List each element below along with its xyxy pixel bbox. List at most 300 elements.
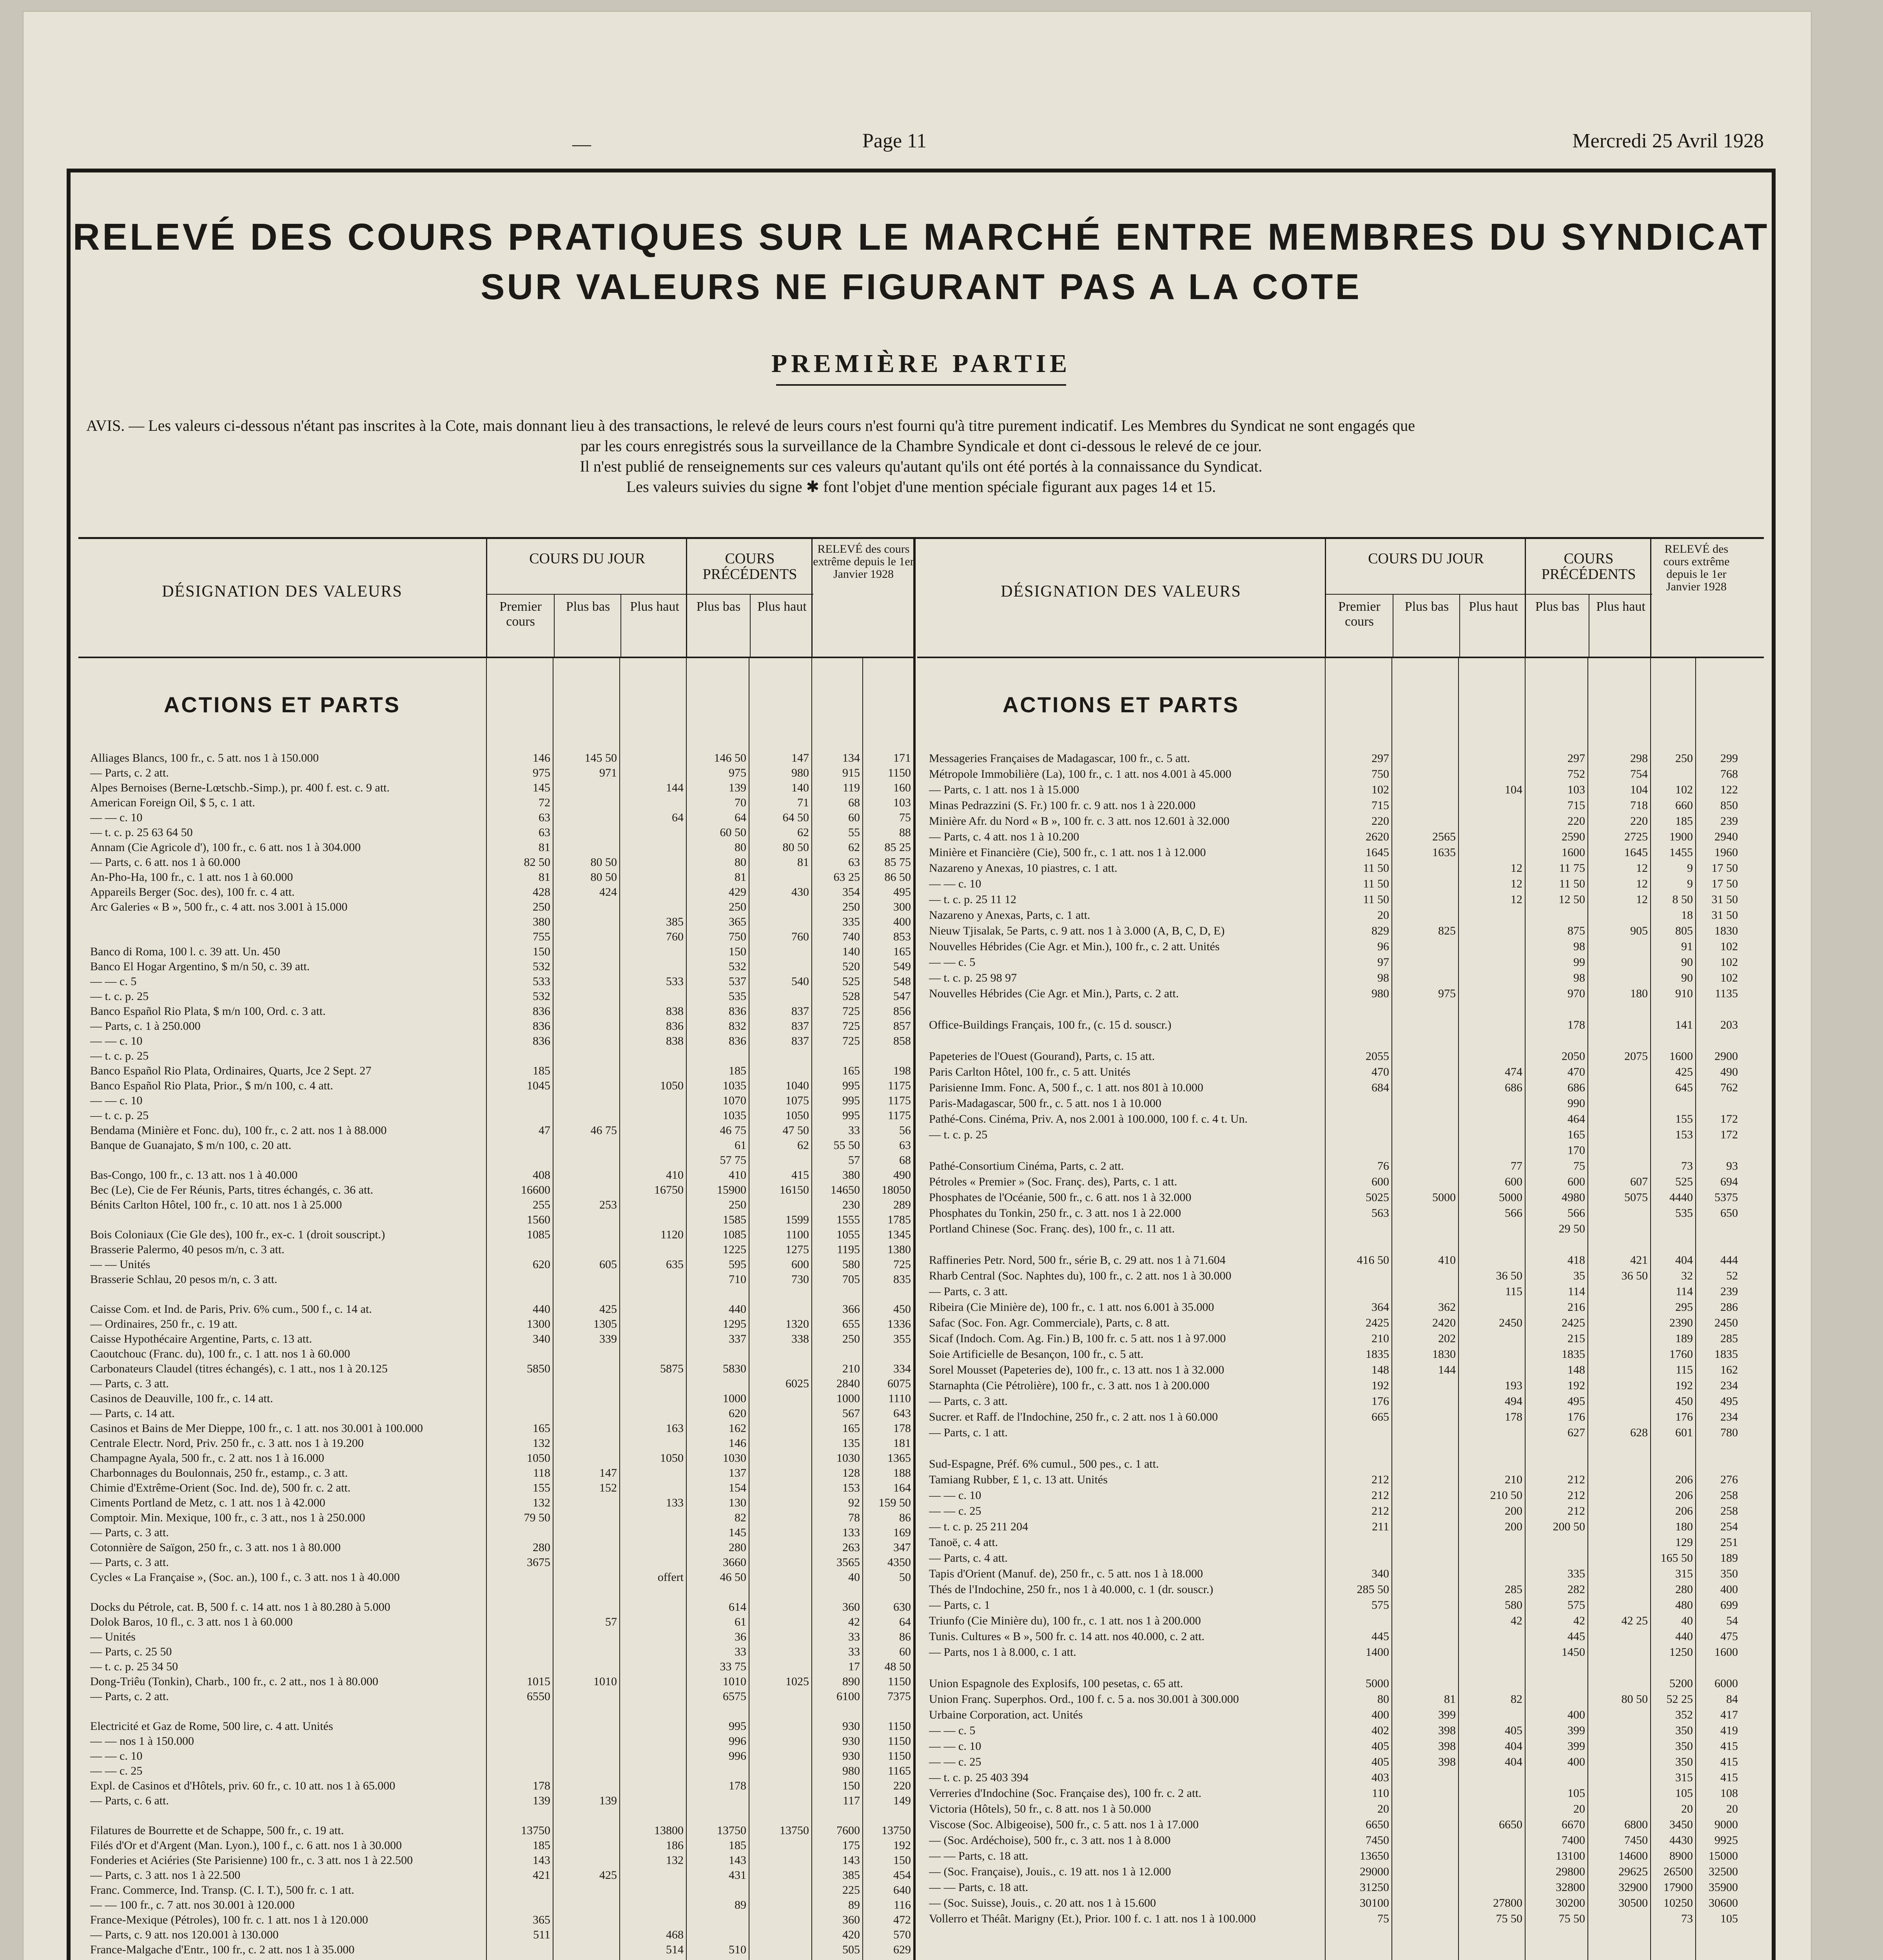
prec-plus-bas: 212 [1567,1473,1585,1486]
table-row [78,1451,913,1466]
table-row [78,1481,913,1495]
security-name: — Parts, c. 3 att. [929,1285,1008,1298]
left-rows [78,751,913,1960]
releve-plus-haut: 68 [899,1154,911,1167]
prec-plus-haut-header: Plus haut [750,594,813,657]
security-name: Dong-Triêu (Tonkin), Charb., 100 fr., c. 2 att., nos 1 à 80.000 [90,1675,379,1688]
premier-cours: 285 50 [1357,1583,1389,1596]
releve-plus-bas: 17900 [1663,1881,1693,1894]
prec-plus-haut: 32900 [1618,1881,1648,1894]
prec-plus-bas: 137 [729,1466,746,1479]
releve-plus-haut: 75 [899,811,911,824]
prec-plus-bas: 1295 [723,1318,746,1330]
releve-plus-haut: 1165 [888,1764,911,1777]
prec-plus-bas: 975 [729,766,746,779]
main-title-line-2: SUR VALEURS NE FIGURANT PAS A LA COTE [481,267,1362,307]
prec-plus-bas: 1225 [723,1243,746,1256]
plus-bas: 1010 [593,1675,617,1688]
prec-plus-bas: 143 [729,1854,746,1867]
table-row [78,1764,913,1779]
security-name: Paris Carlton Hôtel, 100 fr., c. 5 att. Unités [929,1065,1131,1078]
premier-cours: 836 [533,1005,550,1018]
security-name: — (Soc. Ardéchoise), 500 fr., c. 3 att. nos 1 à 8.000 [929,1834,1171,1847]
releve-plus-haut: 853 [893,930,911,943]
plus-haut: 285 [1505,1583,1522,1596]
releve-plus-haut: 20 [1726,1802,1738,1815]
prec-plus-haut: 62 [797,1139,809,1152]
security-name: Urbaine Corporation, act. Unités [929,1708,1083,1721]
releve-plus-bas: 520 [842,960,860,973]
plus-haut: 468 [666,1928,684,1941]
security-name: Caoutchouc (Franc. du), 100 fr., c. 1 att. nos 1 à 60.000 [90,1347,350,1360]
table-row [78,795,913,810]
releve-plus-haut: 629 [893,1943,911,1956]
releve-plus-haut: 7375 [887,1690,911,1703]
table-row [78,1361,913,1376]
prec-plus-haut: 338 [791,1332,809,1345]
plus-haut: 200 [1505,1520,1522,1533]
plus-haut: 210 50 [1490,1489,1522,1502]
security-name: France-Mexique (Pétroles), 100 fr. c. 1 att. nos 1 à 120.000 [90,1913,368,1926]
releve-plus-bas: 655 [842,1318,860,1330]
table-row [78,1808,913,1823]
table-row [917,1315,1764,1331]
prec-plus-haut: 71 [797,796,809,809]
security-name: Tapis d'Orient (Manuf. de), 250 fr., c. 5 att. nos 1 à 18.000 [929,1567,1203,1580]
releve-plus-haut: 189 [1720,1552,1738,1564]
plus-haut: 200 [1505,1504,1522,1517]
prec-plus-bas: 1010 [723,1675,746,1688]
releve-plus-bas: 525 [842,975,860,988]
premier-cours: 82 50 [524,856,550,869]
table-row [78,1406,913,1421]
releve-plus-haut: 85 25 [884,841,911,854]
releve-plus-haut: 254 [1720,1520,1738,1533]
prec-plus-bas: 627 [1567,1426,1585,1439]
plus-haut: 42 [1511,1614,1522,1627]
security-name: — Parts, nos 1 à 8.000, c. 1 att. [929,1646,1076,1659]
plus-haut: 1050 [660,1452,684,1465]
plus-bas: 144 [1438,1363,1456,1376]
prec-plus-haut: 1275 [785,1243,809,1256]
releve-plus-bas: 133 [842,1526,860,1539]
releve-plus-haut: 1175 [888,1109,911,1122]
table-row [917,1221,1764,1237]
prec-plus-bas: 200 50 [1553,1520,1585,1533]
premier-cours: 11 50 [1363,877,1389,890]
cours-precedents-label: COURS PRÉCÉDENTS [1541,550,1636,583]
releve-plus-haut: 450 [893,1303,911,1316]
releve-plus-haut: 1150 [888,766,911,779]
table-row [917,1848,1764,1864]
plus-bas: 410 [1438,1254,1456,1267]
plus-bas: 1305 [593,1318,617,1330]
security-name: — Parts, c. 3 att. [90,1526,169,1539]
table-row [78,1957,913,1960]
security-name: Filés d'Or et d'Argent (Man. Lyon.), 100 f., c. 6 att. nos 1 à 30.000 [90,1839,402,1852]
table-row [917,1394,1764,1409]
prec-plus-bas: 875 [1567,924,1585,937]
security-name: — — 100 fr., c. 7 att. nos 30.001 à 120.000 [90,1898,295,1911]
prec-plus-bas: 216 [1567,1301,1585,1314]
security-name: Ribeira (Cie Minière de), 100 fr., c. 1 att. nos 6.001 à 35.000 [929,1301,1214,1314]
releve-plus-haut: 188 [893,1466,911,1479]
prec-plus-haut: 30500 [1618,1896,1648,1909]
releve-plus-bas: 4430 [1669,1834,1693,1847]
table-row [78,1063,913,1078]
table-row [78,1347,913,1361]
releve-header [811,539,914,657]
plus-bas: 5000 [1432,1191,1456,1204]
prec-plus-haut: 1599 [785,1213,809,1226]
prec-plus-bas: 13750 [717,1824,746,1837]
security-name: Cotonnière de Saïgon, 250 fr., c. 3 att. nos 1 à 80.000 [90,1541,341,1554]
plus-haut: 635 [666,1258,684,1271]
prec-plus-haut: 905 [1630,924,1648,937]
right-rows [917,751,1764,1927]
table-row [917,1049,1764,1064]
table-row [917,813,1764,829]
prec-plus-bas: 20 [1573,1802,1585,1815]
releve-plus-bas: 165 50 [1660,1552,1693,1564]
table-row [78,1942,913,1957]
security-name: Nouvelles Hébrides (Cie Agr. et Min.), 100 fr., c. 2 att. Unités [929,940,1220,953]
releve-plus-bas: 450 [1675,1395,1693,1408]
releve-plus-bas: 1000 [836,1392,860,1405]
plus-haut: 404 [1505,1740,1522,1753]
plus-haut: offert [657,1571,684,1584]
table-row [78,1078,913,1093]
security-name: Tanoë, c. 4 att. [929,1536,998,1549]
releve-plus-bas: 63 [848,856,860,869]
premier-cours: 280 [533,1541,550,1554]
releve-plus-bas: 129 [1675,1536,1693,1549]
prec-plus-bas: 130 [729,1496,746,1509]
right-section-title: ACTIONS ET PARTS [1002,692,1240,717]
premier-cours: 102 [1371,783,1389,796]
prec-plus-bas: 365 [729,915,746,928]
designation-header: DÉSIGNATION DES VALEURS [162,583,403,601]
table-row [78,974,913,989]
prec-plus-haut: 754 [1630,768,1648,780]
bordered-frame [67,169,1776,1960]
prec-plus-bas: 537 [729,975,746,988]
premier-cours: 620 [533,1258,550,1271]
premier-cours: 146 [533,751,550,764]
releve-plus-bas: 134 [842,751,860,764]
cours-du-jour-label: COURS DU JOUR [529,550,645,567]
security-name: — Parts, c. 9 att. nos 120.001 à 130.000 [90,1928,279,1941]
releve-plus-haut: 1110 [888,1392,911,1405]
table-row [917,1205,1764,1221]
prec-plus-bas: 431 [729,1869,746,1882]
releve-plus-haut: 116 [894,1898,911,1911]
releve-plus-bas: 42 [848,1615,860,1628]
table-row [78,1495,913,1510]
plus-haut: 115 [1505,1285,1522,1298]
prec-plus-bas: 81 [735,871,746,884]
premier-cours: 533 [533,975,550,988]
security-name: Carbonateurs Claudel (titres échangés), c. 1 att., nos 1 à 20.125 [90,1362,388,1375]
table-row [78,810,913,825]
releve-plus-bas: 1055 [836,1228,860,1241]
security-name: — t. c. p. 25 [90,1109,149,1122]
table-row [78,1674,913,1689]
premier-cours: 440 [533,1303,550,1316]
plus-bas: 202 [1438,1332,1456,1345]
table-row [917,1817,1764,1833]
plus-bas: 139 [599,1794,617,1807]
security-name: — — c. 10 [929,1489,981,1502]
plus-bas: 46 75 [590,1124,617,1137]
premier-cours: 143 [533,1854,550,1867]
table-row [78,1749,913,1764]
premier-cours: 210 [1371,1332,1389,1345]
prec-plus-bas: 836 [729,1034,746,1047]
security-name: — Parts, c. 1 att. [929,1426,1008,1439]
security-name: An-Pho-Ha, 100 fr., c. 1 att. nos 1 à 60.000 [90,871,293,884]
releve-plus-bas: 175 [842,1839,860,1852]
table-row [78,1659,913,1674]
releve-plus-bas: 140 [842,945,860,958]
releve-plus-bas: 380 [842,1169,860,1181]
prec-plus-haut: 1320 [785,1318,809,1330]
table-row [78,1570,913,1585]
releve-plus-bas: 92 [848,1496,860,1509]
plus-haut: 385 [666,915,684,928]
releve-plus-bas: 192 [1675,1379,1693,1392]
prec-plus-haut-header: Plus haut [1589,594,1652,657]
prec-plus-haut: 140 [791,781,809,794]
releve-plus-bas: 230 [842,1198,860,1211]
plus-haut: 1050 [660,1079,684,1092]
page-number: Page 11 [862,130,927,152]
part-title-rule [776,384,1066,386]
premier-cours: 684 [1371,1081,1389,1094]
releve-plus-bas: 567 [842,1407,860,1420]
premier-cours: 98 [1377,971,1389,984]
premier-cours: 532 [533,990,550,1003]
releve-plus-haut: 17 50 [1711,877,1738,890]
premier-cours: 255 [533,1198,550,1211]
premier-cours: 1645 [1366,846,1389,859]
prec-plus-bas: 1835 [1562,1348,1585,1361]
security-name: Bendama (Minière et Fonc. du), 100 fr., c. 2 att. nos 1 à 88.000 [90,1124,387,1137]
releve-plus-haut: 417 [1720,1708,1738,1721]
security-name: Union Espagnole des Explosifs, 100 pesetas, c. 65 att. [929,1677,1183,1690]
prec-plus-bas: 400 [1567,1708,1585,1721]
security-name: Appareils Berger (Soc. des), 100 fr. c. 4 att. [90,886,295,898]
security-name: Union Franç. Superphos. Ord., 100 f. c. 5 a. nos 30.001 à 300.000 [929,1693,1239,1706]
prec-plus-bas: 470 [1567,1065,1585,1078]
releve-plus-bas: 740 [842,930,860,943]
releve-plus-bas: 1195 [837,1243,860,1256]
security-name: — Parts, c. 3 att. nos 1 à 22.500 [90,1869,241,1882]
releve-plus-bas: 580 [842,1258,860,1271]
premier-cours: 20 [1377,1802,1389,1815]
releve-plus-bas: 660 [1675,799,1693,812]
releve-plus-haut: 88 [899,826,911,839]
releve-plus-haut: 172 [1720,1112,1738,1125]
security-name: Sud-Espagne, Préf. 6% cumul., 500 pes., c. 1 att. [929,1457,1159,1470]
table-row [78,751,913,766]
prec-plus-bas: 36 [735,1630,746,1643]
security-name: — Parts, c. 25 50 [90,1645,172,1658]
table-row [917,1488,1764,1503]
prec-plus-bas: 282 [1567,1583,1585,1596]
notice-line: Il n'est publié de renseignements sur ces valeurs qu'autant qu'ils ont été portés à la connaissance du Syndicat. [580,457,1263,475]
plus-haut: 410 [666,1169,684,1181]
releve-plus-bas: 225 [842,1884,860,1896]
security-name: Electricité et Gaz de Rome, 500 lire, c. 4 att. Unités [90,1720,333,1733]
prec-plus-bas: 29 50 [1558,1222,1585,1235]
releve-plus-haut: 857 [893,1020,911,1033]
releve-plus-haut: 15000 [1709,1849,1738,1862]
prec-plus-haut: 16150 [780,1183,809,1196]
table-row [917,1002,1764,1017]
plus-haut: 533 [666,975,684,988]
releve-plus-haut: 1175 [888,1079,911,1092]
security-name: Bois Coloniaux (Cie Gle des), 100 fr., ex-c. 1 (droit souscript.) [90,1228,385,1241]
table-row [917,751,1764,766]
table-row [78,929,913,944]
releve-plus-haut: 50 [899,1571,911,1584]
prec-plus-haut: 64 50 [782,811,809,824]
releve-plus-bas: 3565 [836,1556,860,1569]
security-name: — Parts, c. 2 att. [90,766,169,779]
releve-plus-haut: 60 [899,1645,911,1658]
plus-bas-header: Plus bas [554,594,621,657]
security-name: Arc Galeries « B », 500 fr., c. 4 att. nos 3.001 à 15.000 [90,900,348,913]
security-name: Nazareno y Anexas, 10 piastres, c. 1 att. [929,862,1117,875]
releve-plus-bas: 1900 [1669,830,1693,843]
table-row [78,1004,913,1019]
prec-plus-haut: 837 [791,1034,809,1047]
prec-plus-haut: 14600 [1618,1849,1648,1862]
prec-plus-bas: 1035 [723,1109,746,1122]
releve-plus-bas: 57 [848,1154,860,1167]
premier-cours: 47 [539,1124,550,1137]
premier-cours: 408 [533,1169,550,1181]
security-name: — — c. 5 [929,1724,976,1737]
prec-plus-bas: 170 [1567,1144,1585,1157]
releve-plus-haut: 239 [1720,815,1738,828]
plus-haut: 82 [1511,1693,1522,1706]
prec-plus-bas: 60 50 [720,826,746,839]
prec-plus-bas: 35 [1573,1269,1585,1282]
releve-plus-bas: 165 [842,1422,860,1435]
security-name: — Parts, c. 1 att. nos 1 à 15.000 [929,783,1079,796]
header-dash: — [572,134,591,154]
releve-plus-bas: 165 [842,1064,860,1077]
releve-plus-bas: 4440 [1669,1191,1693,1204]
prec-plus-bas: 1000 [723,1392,746,1405]
releve-plus-haut: 169 [893,1526,911,1539]
premier-cours: 211 [1372,1520,1389,1533]
table-row [917,1676,1764,1691]
releve-plus-haut: 444 [1720,1254,1738,1267]
releve-plus-bas: 143 [842,1854,860,1867]
premier-cours: 165 [533,1422,550,1435]
releve-plus-bas: 525 [1675,1175,1693,1188]
security-name: Nieuw Tjisalak, 5e Parts, c. 9 att. nos 1 à 3.000 (A, B, C, D, E) [929,924,1225,937]
prec-plus-bas: 2590 [1562,830,1585,843]
releve-plus-haut: 105 [1720,1912,1738,1925]
prec-plus-bas: 335 [1567,1567,1585,1580]
releve-plus-haut: 234 [1720,1410,1738,1423]
main-title-line-1: RELEVÉ DES COURS PRATIQUES SUR LE MARCHÉ ENTRE MEMBRES DU SYNDICAT [73,216,1770,258]
releve-plus-haut: 858 [893,1034,911,1047]
table-row [78,1927,913,1942]
releve-plus-haut: 220 [893,1779,911,1792]
premier-cours: 563 [1371,1207,1389,1220]
cours-precedents-header [1525,539,1651,657]
plus-haut: 5000 [1499,1191,1522,1204]
table-row [917,1801,1764,1817]
premier-cours: 97 [1377,956,1389,969]
releve-plus-bas: 350 [1675,1740,1693,1753]
releve-plus-haut: 9925 [1714,1834,1738,1847]
table-row [78,944,913,959]
table-row [917,1096,1764,1111]
plus-bas: 253 [599,1198,617,1211]
releve-plus-haut: 1960 [1714,846,1738,859]
security-name: — Parts, c. 3 att. [90,1556,169,1569]
releve-plus-haut: 400 [893,915,911,928]
plus-bas: 399 [1438,1708,1456,1721]
releve-plus-bas: 26500 [1663,1865,1693,1878]
releve-plus-bas: 295 [1675,1301,1693,1314]
releve-plus-haut: 490 [893,1169,911,1181]
prec-plus-haut: 47 50 [782,1124,809,1137]
premier-cours: 81 [539,841,550,854]
table-row [78,780,913,795]
table-row [78,1600,913,1615]
plus-haut: 12 [1511,893,1522,906]
security-name: Franc. Commerce, Ind. Transp. (C. I. T.), 500 fr. c. 1 att. [90,1884,354,1896]
premier-cours: 575 [1371,1599,1389,1612]
releve-plus-haut: 419 [1720,1724,1738,1737]
prec-plus-bas: 192 [1567,1379,1585,1392]
table-row [78,1287,913,1302]
releve-plus-haut: 203 [1720,1018,1738,1031]
releve-plus-bas: 62 [848,841,860,854]
plus-haut: 6650 [1499,1818,1522,1831]
table-row [78,1212,913,1227]
prec-plus-bas: 150 [729,945,746,958]
releve-plus-haut: 6075 [887,1377,911,1390]
premier-cours: 511 [533,1928,550,1941]
prec-plus-bas: 146 [729,1437,746,1450]
table-row [78,1183,913,1198]
prec-plus-bas: 614 [729,1601,746,1613]
releve-plus-bas: 150 [842,1779,860,1792]
releve-plus-haut: 171 [893,751,911,764]
premier-cours: 76 [1377,1160,1389,1172]
security-name: Fonderies et Aciéries (Ste Parisienne) 100 fr., c. 3 att. nos 1 à 22.500 [90,1854,413,1867]
releve-plus-haut: 192 [893,1839,911,1852]
security-name: — Parts, c. 1 [929,1599,990,1612]
releve-plus-haut: 694 [1720,1175,1738,1188]
releve-plus-bas: 55 50 [833,1139,860,1152]
releve-plus-bas: 128 [842,1466,860,1479]
table-row [78,1793,913,1808]
prec-plus-bas: 532 [729,960,746,973]
prec-plus-haut: 430 [791,886,809,898]
prec-plus-bas: 30200 [1556,1896,1585,1909]
premier-cours: 470 [1371,1065,1389,1078]
prec-plus-bas: 46 75 [720,1124,746,1137]
